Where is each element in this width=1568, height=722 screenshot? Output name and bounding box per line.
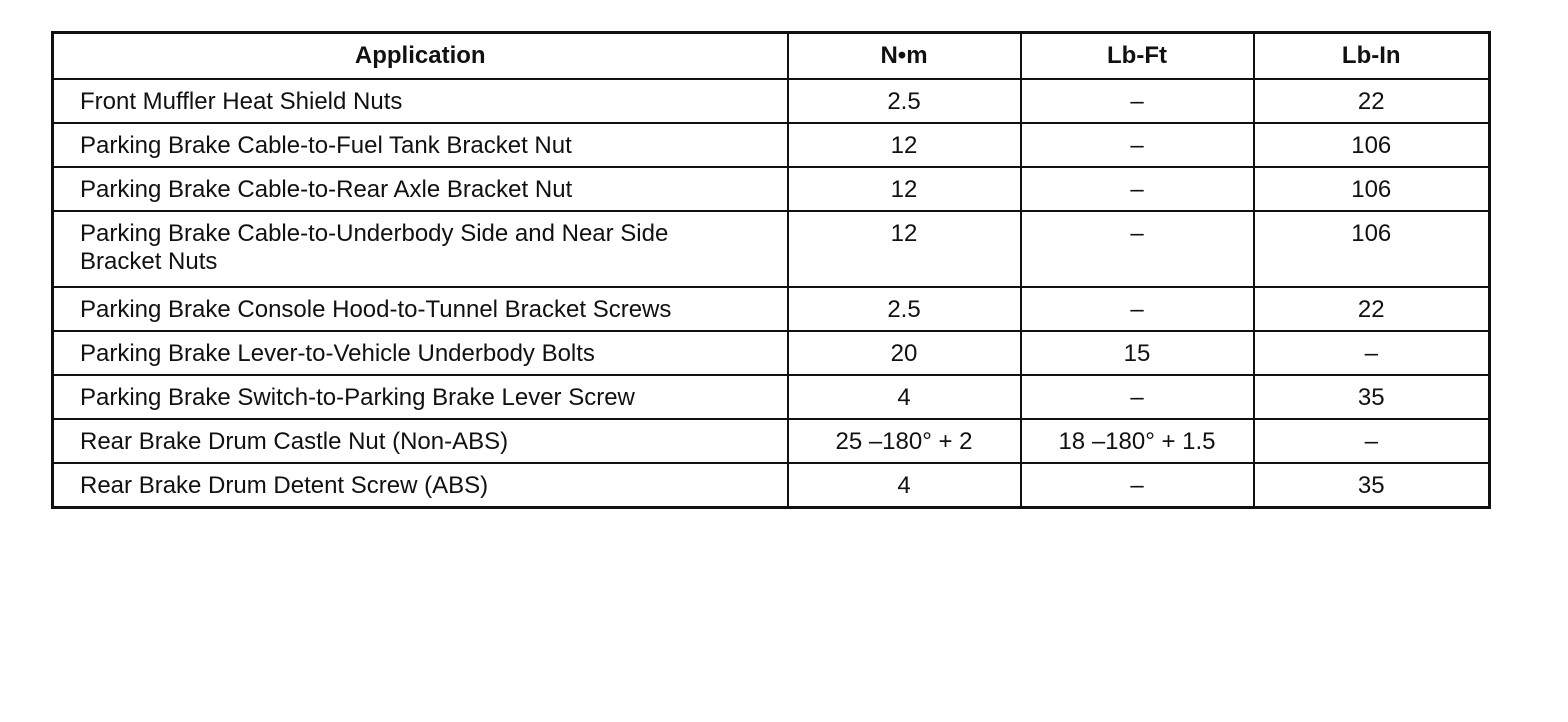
cell-application: Front Muffler Heat Shield Nuts — [53, 79, 788, 123]
header-lbft: Lb-Ft — [1021, 33, 1254, 80]
table-row — [53, 287, 1490, 331]
cell-lbft: 18 –180° + 1.5 — [1021, 419, 1254, 463]
cell-nm: 25 –180° + 2 — [788, 419, 1021, 463]
table-row — [53, 375, 1490, 419]
cell-application: Rear Brake Drum Detent Screw (ABS) — [53, 463, 788, 507]
cell-lbin: 22 — [1254, 287, 1490, 331]
cell-application — [53, 211, 788, 287]
table-row — [53, 463, 1490, 507]
torque-spec-table — [51, 31, 1491, 509]
cell-lbft: – — [1021, 167, 1254, 211]
table-row — [53, 167, 1490, 211]
cell-lbft: – — [1021, 375, 1254, 419]
cell-application: Parking Brake Cable-to-Rear Axle Bracket Nut — [53, 167, 788, 211]
cell-lbin: – — [1254, 331, 1490, 375]
table-row — [53, 331, 1490, 375]
cell-nm: 12 — [788, 211, 1021, 287]
cell-lbft: 15 — [1021, 331, 1254, 375]
cell-application: Parking Brake Lever-to-Vehicle Underbody Bolts — [53, 331, 788, 375]
table-row — [53, 79, 1490, 123]
cell-nm: 2.5 — [788, 79, 1021, 123]
table-row — [53, 211, 1490, 287]
cell-application-line1: Parking Brake Cable-to-Underbody Side and Near Side — [80, 220, 669, 247]
cell-application: Parking Brake Switch-to-Parking Brake Lever Screw — [53, 375, 788, 419]
cell-lbin: 106 — [1254, 123, 1490, 167]
cell-lbft: – — [1021, 287, 1254, 331]
cell-nm: 12 — [788, 167, 1021, 211]
cell-lbin: 22 — [1254, 79, 1490, 123]
cell-lbft: – — [1021, 211, 1254, 287]
table-header-row — [53, 33, 1490, 80]
cell-lbft: – — [1021, 123, 1254, 167]
cell-lbin: – — [1254, 419, 1490, 463]
cell-application: Parking Brake Cable-to-Fuel Tank Bracket Nut — [53, 123, 788, 167]
cell-application-line2: Bracket Nuts — [80, 248, 218, 275]
header-application: Application — [53, 33, 788, 80]
cell-lbft: – — [1021, 463, 1254, 507]
cell-nm: 12 — [788, 123, 1021, 167]
table-row — [53, 123, 1490, 167]
cell-lbin: 35 — [1254, 375, 1490, 419]
cell-application: Rear Brake Drum Castle Nut (Non-ABS) — [53, 419, 788, 463]
cell-lbin: 106 — [1254, 211, 1490, 287]
cell-lbft: – — [1021, 79, 1254, 123]
cell-application: Parking Brake Console Hood-to-Tunnel Bracket Screws — [53, 287, 788, 331]
header-nm: N•m — [788, 33, 1021, 80]
cell-nm: 2.5 — [788, 287, 1021, 331]
cell-lbin: 35 — [1254, 463, 1490, 507]
cell-nm: 20 — [788, 331, 1021, 375]
cell-lbin: 106 — [1254, 167, 1490, 211]
header-lbin: Lb-In — [1254, 33, 1490, 80]
cell-nm: 4 — [788, 463, 1021, 507]
table-row — [53, 419, 1490, 463]
cell-nm: 4 — [788, 375, 1021, 419]
